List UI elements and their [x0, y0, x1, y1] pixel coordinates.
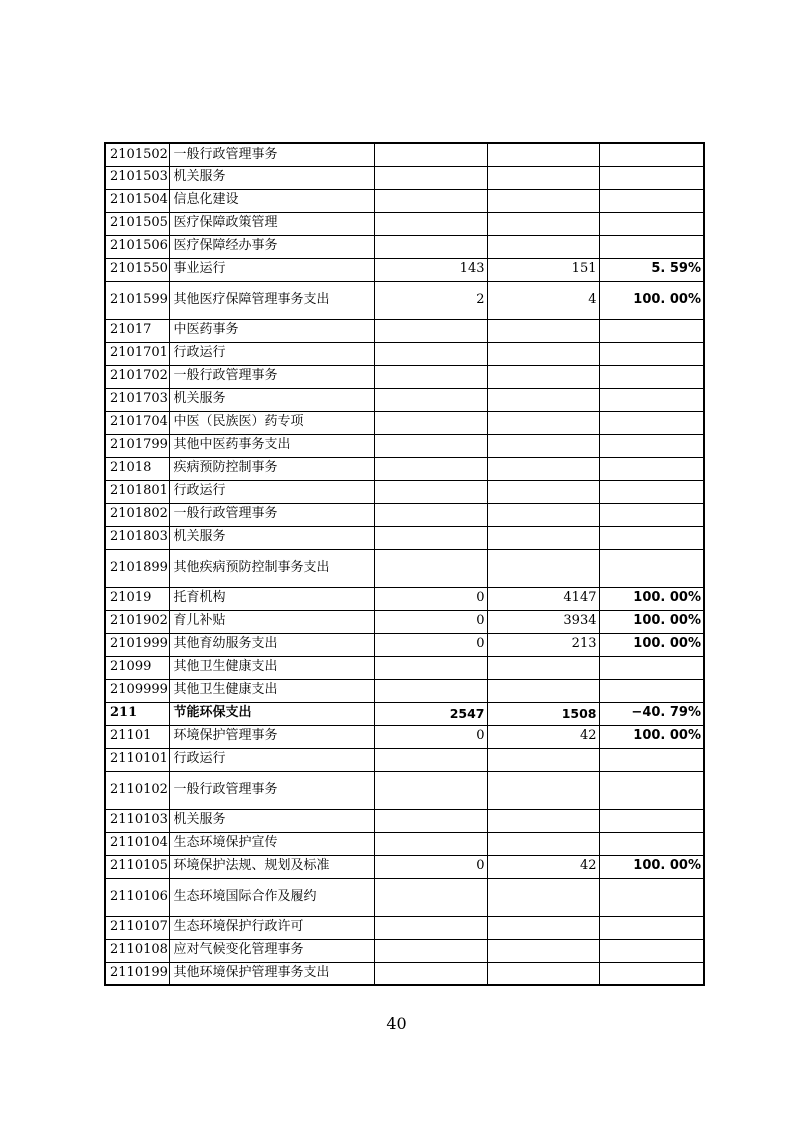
percent-cell — [599, 962, 704, 985]
value2-cell — [487, 809, 599, 832]
value1-cell — [374, 748, 487, 771]
percent-cell — [599, 434, 704, 457]
percent-cell: 100. 00% — [599, 633, 704, 656]
value2-cell — [487, 962, 599, 985]
name-cell: 医疗保障政策管理 — [169, 212, 374, 235]
table-row — [105, 434, 704, 457]
table-row — [105, 189, 704, 212]
name-cell: 其他环境保护管理事务支出 — [169, 962, 374, 985]
table-row — [105, 832, 704, 855]
value1-cell — [374, 235, 487, 258]
table-row — [105, 633, 704, 656]
table-row — [105, 503, 704, 526]
value2-cell — [487, 679, 599, 702]
value2-cell — [487, 342, 599, 365]
percent-cell — [599, 457, 704, 480]
value1-cell — [374, 342, 487, 365]
value2-cell — [487, 388, 599, 411]
value2-cell — [487, 212, 599, 235]
percent-cell — [599, 235, 704, 258]
percent-cell: 100. 00% — [599, 587, 704, 610]
percent-cell — [599, 342, 704, 365]
table-row — [105, 610, 704, 633]
budget-table-body — [105, 143, 704, 985]
code-cell: 21018 — [105, 457, 169, 480]
percent-cell — [599, 656, 704, 679]
value1-cell: 0 — [374, 587, 487, 610]
percent-cell — [599, 388, 704, 411]
value1-cell — [374, 480, 487, 503]
percent-cell — [599, 939, 704, 962]
value2-cell — [487, 319, 599, 342]
percent-cell — [599, 916, 704, 939]
code-cell: 211 — [105, 702, 169, 725]
table-row — [105, 388, 704, 411]
name-cell: 其他医疗保障管理事务支出 — [169, 281, 374, 319]
percent-cell: −40. 79% — [599, 702, 704, 725]
table-row — [105, 319, 704, 342]
code-cell: 2101506 — [105, 235, 169, 258]
table-row — [105, 281, 704, 319]
name-cell: 环境保护管理事务 — [169, 725, 374, 748]
percent-cell — [599, 526, 704, 549]
percent-cell — [599, 549, 704, 587]
value2-cell — [487, 549, 599, 587]
code-cell: 2109999 — [105, 679, 169, 702]
name-cell: 一般行政管理事务 — [169, 503, 374, 526]
value2-cell — [487, 526, 599, 549]
value1-cell — [374, 388, 487, 411]
percent-cell: 100. 00% — [599, 281, 704, 319]
value2-cell — [487, 457, 599, 480]
value1-cell — [374, 319, 487, 342]
code-cell: 2101802 — [105, 503, 169, 526]
name-cell: 机关服务 — [169, 809, 374, 832]
code-cell: 2110106 — [105, 878, 169, 916]
value2-cell — [487, 916, 599, 939]
table-row — [105, 878, 704, 916]
code-cell: 2110104 — [105, 832, 169, 855]
table-row — [105, 679, 704, 702]
page-number: 40 — [386, 1014, 407, 1033]
code-cell: 2110107 — [105, 916, 169, 939]
name-cell: 机关服务 — [169, 166, 374, 189]
name-cell: 育儿补贴 — [169, 610, 374, 633]
code-cell: 2110105 — [105, 855, 169, 878]
code-cell: 2110102 — [105, 771, 169, 809]
table-row — [105, 235, 704, 258]
table-row — [105, 457, 704, 480]
name-cell: 环境保护法规、规划及标准 — [169, 855, 374, 878]
value1-cell — [374, 166, 487, 189]
code-cell: 2101704 — [105, 411, 169, 434]
value2-cell — [487, 166, 599, 189]
code-cell: 2110108 — [105, 939, 169, 962]
code-cell: 2101550 — [105, 258, 169, 281]
table-row — [105, 702, 704, 725]
code-cell: 21017 — [105, 319, 169, 342]
name-cell: 行政运行 — [169, 480, 374, 503]
name-cell: 机关服务 — [169, 388, 374, 411]
value2-cell — [487, 748, 599, 771]
value1-cell — [374, 878, 487, 916]
table-row — [105, 855, 704, 878]
code-cell: 2101799 — [105, 434, 169, 457]
code-cell: 2110103 — [105, 809, 169, 832]
value2-cell — [487, 480, 599, 503]
table-row — [105, 748, 704, 771]
percent-cell — [599, 832, 704, 855]
value2-cell — [487, 235, 599, 258]
name-cell: 疾病预防控制事务 — [169, 457, 374, 480]
value1-cell — [374, 832, 487, 855]
percent-cell — [599, 319, 704, 342]
percent-cell — [599, 503, 704, 526]
table-row — [105, 939, 704, 962]
value2-cell — [487, 939, 599, 962]
code-cell: 2101502 — [105, 143, 169, 166]
value2-cell — [487, 411, 599, 434]
percent-cell — [599, 189, 704, 212]
value1-cell: 2547 — [374, 702, 487, 725]
value1-cell: 143 — [374, 258, 487, 281]
value1-cell — [374, 189, 487, 212]
value2-cell: 1508 — [487, 702, 599, 725]
percent-cell — [599, 679, 704, 702]
value2-cell — [487, 503, 599, 526]
table-row — [105, 656, 704, 679]
table-row — [105, 143, 704, 166]
code-cell: 2101503 — [105, 166, 169, 189]
value2-cell — [487, 878, 599, 916]
name-cell: 一般行政管理事务 — [169, 771, 374, 809]
name-cell: 一般行政管理事务 — [169, 143, 374, 166]
table-row — [105, 549, 704, 587]
value1-cell — [374, 916, 487, 939]
name-cell: 其他卫生健康支出 — [169, 679, 374, 702]
code-cell: 2101599 — [105, 281, 169, 319]
name-cell: 中医药事务 — [169, 319, 374, 342]
value1-cell — [374, 939, 487, 962]
name-cell: 其他疾病预防控制事务支出 — [169, 549, 374, 587]
value2-cell — [487, 434, 599, 457]
code-cell: 2101702 — [105, 365, 169, 388]
code-cell: 2101803 — [105, 526, 169, 549]
percent-cell — [599, 365, 704, 388]
code-cell: 2101999 — [105, 633, 169, 656]
code-cell: 2101899 — [105, 549, 169, 587]
percent-cell — [599, 771, 704, 809]
name-cell: 行政运行 — [169, 342, 374, 365]
value1-cell: 0 — [374, 610, 487, 633]
name-cell: 一般行政管理事务 — [169, 365, 374, 388]
name-cell: 生态环境保护行政许可 — [169, 916, 374, 939]
percent-cell — [599, 748, 704, 771]
value1-cell — [374, 434, 487, 457]
value1-cell — [374, 143, 487, 166]
value1-cell — [374, 549, 487, 587]
name-cell: 其他中医药事务支出 — [169, 434, 374, 457]
value2-cell: 42 — [487, 855, 599, 878]
percent-cell — [599, 143, 704, 166]
name-cell: 其他卫生健康支出 — [169, 656, 374, 679]
table-row — [105, 916, 704, 939]
value1-cell — [374, 411, 487, 434]
value2-cell — [487, 143, 599, 166]
name-cell: 托育机构 — [169, 587, 374, 610]
name-cell: 中医（民族医）药专项 — [169, 411, 374, 434]
value1-cell — [374, 365, 487, 388]
table-row — [105, 587, 704, 610]
percent-cell — [599, 411, 704, 434]
name-cell: 节能环保支出 — [169, 702, 374, 725]
name-cell: 医疗保障经办事务 — [169, 235, 374, 258]
value2-cell — [487, 656, 599, 679]
value2-cell: 213 — [487, 633, 599, 656]
value1-cell — [374, 526, 487, 549]
table-row — [105, 962, 704, 985]
value1-cell — [374, 962, 487, 985]
code-cell: 2101801 — [105, 480, 169, 503]
name-cell: 生态环境保护宣传 — [169, 832, 374, 855]
value1-cell: 0 — [374, 855, 487, 878]
percent-cell: 100. 00% — [599, 855, 704, 878]
value1-cell — [374, 212, 487, 235]
percent-cell: 100. 00% — [599, 725, 704, 748]
code-cell: 2101505 — [105, 212, 169, 235]
name-cell: 应对气候变化管理事务 — [169, 939, 374, 962]
table-row — [105, 809, 704, 832]
value1-cell — [374, 457, 487, 480]
value2-cell: 4147 — [487, 587, 599, 610]
table-row — [105, 166, 704, 189]
value1-cell: 0 — [374, 633, 487, 656]
code-cell: 2101902 — [105, 610, 169, 633]
value1-cell — [374, 503, 487, 526]
name-cell: 其他育幼服务支出 — [169, 633, 374, 656]
table-row — [105, 258, 704, 281]
table-row — [105, 771, 704, 809]
value2-cell — [487, 189, 599, 212]
code-cell: 2101701 — [105, 342, 169, 365]
code-cell: 2101703 — [105, 388, 169, 411]
value1-cell — [374, 809, 487, 832]
code-cell: 21101 — [105, 725, 169, 748]
table-row — [105, 212, 704, 235]
value2-cell: 3934 — [487, 610, 599, 633]
name-cell: 机关服务 — [169, 526, 374, 549]
value1-cell — [374, 679, 487, 702]
name-cell: 事业运行 — [169, 258, 374, 281]
code-cell: 21099 — [105, 656, 169, 679]
value2-cell — [487, 365, 599, 388]
value1-cell — [374, 656, 487, 679]
percent-cell — [599, 480, 704, 503]
code-cell: 2110101 — [105, 748, 169, 771]
table-row — [105, 411, 704, 434]
table-row — [105, 342, 704, 365]
percent-cell: 5. 59% — [599, 258, 704, 281]
code-cell: 2101504 — [105, 189, 169, 212]
table-row — [105, 480, 704, 503]
percent-cell — [599, 212, 704, 235]
value2-cell — [487, 771, 599, 809]
table-row — [105, 365, 704, 388]
name-cell: 生态环境国际合作及履约 — [169, 878, 374, 916]
value1-cell — [374, 771, 487, 809]
percent-cell: 100. 00% — [599, 610, 704, 633]
percent-cell — [599, 166, 704, 189]
value1-cell: 2 — [374, 281, 487, 319]
code-cell: 21019 — [105, 587, 169, 610]
code-cell: 2110199 — [105, 962, 169, 985]
table-row — [105, 725, 704, 748]
budget-table — [104, 142, 705, 986]
percent-cell — [599, 809, 704, 832]
percent-cell — [599, 878, 704, 916]
table-row — [105, 526, 704, 549]
value2-cell — [487, 832, 599, 855]
value2-cell: 4 — [487, 281, 599, 319]
value1-cell: 0 — [374, 725, 487, 748]
name-cell: 行政运行 — [169, 748, 374, 771]
value2-cell: 42 — [487, 725, 599, 748]
value2-cell: 151 — [487, 258, 599, 281]
name-cell: 信息化建设 — [169, 189, 374, 212]
